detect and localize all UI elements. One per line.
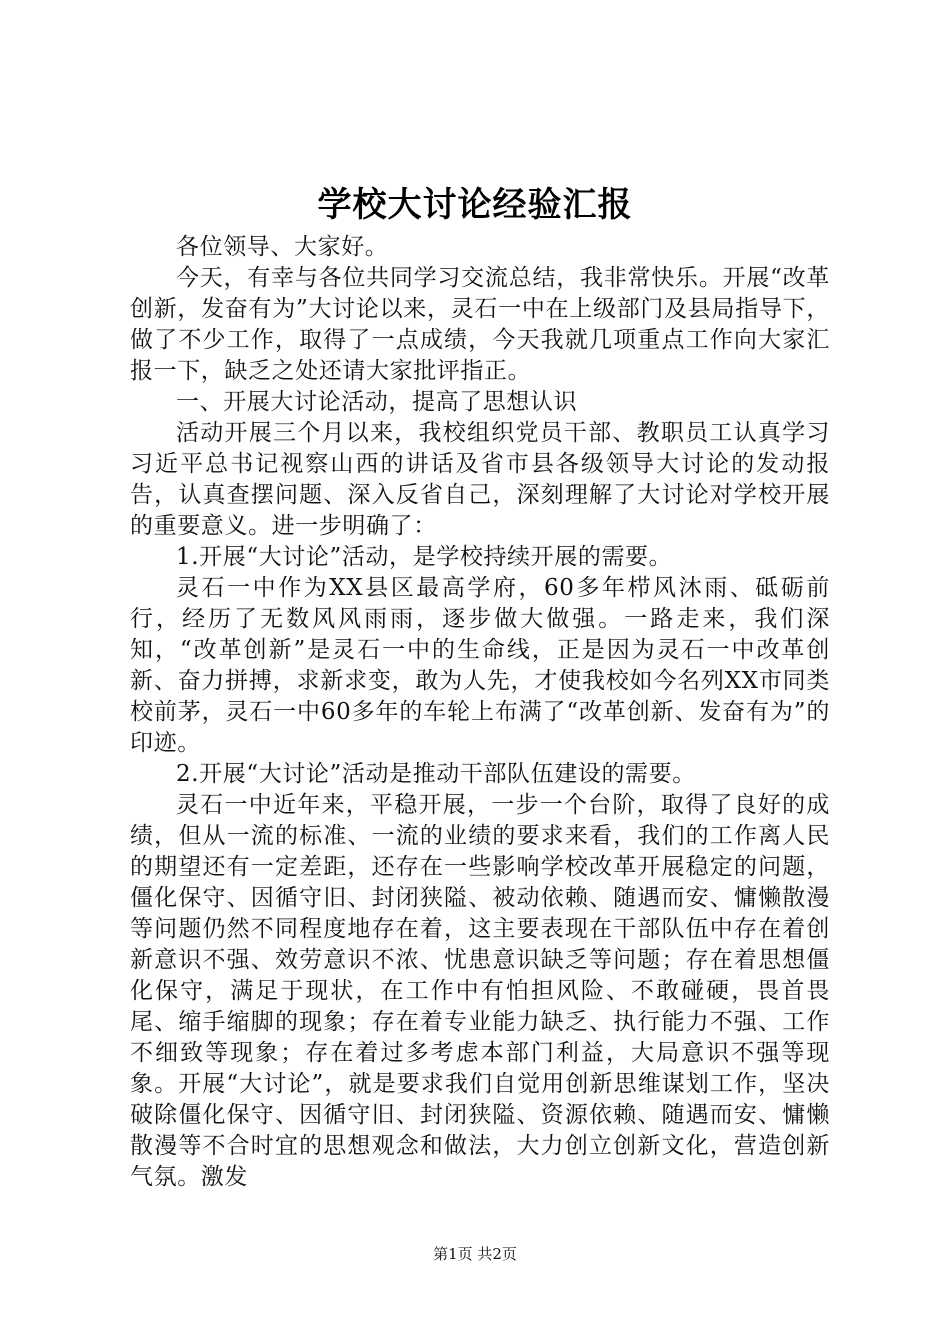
paragraph-intro: 今天，有幸与各位共同学习交流总结，我非常快乐。开展“改革创新，发奋有为”大讨论以来，灵石一中在上级部门及县局指导下，做了不少工作，取得了一点成绩，今天我就几项重点工作向大家汇报一下，缺乏之处还请大家批评指正。 [130,265,830,384]
paragraph-activity: 活动开展三个月以来，我校组织党员干部、教职员工认真学习习近平总书记视察山西的讲话及省市县各级领导大讨论的发动报告，认真查摆问题、深入反省自己，深刻理解了大讨论对学校开展的重要意义。进一步明确了： [130,420,830,539]
subheading-1: 1.开展“大讨论”活动，是学校持续开展的需要。 [176,544,673,570]
page-number-footer: 第1页 共2页 [433,1245,517,1263]
paragraph-greeting: 各位领导、大家好。 [176,234,389,260]
paragraph-history: 灵石一中作为XX县区最高学府，60多年栉风沐雨、砥砺前行，经历了无数风风雨雨，逐步做大做强。一路走来，我们深知，“改革创新”是灵石一中的生命线，正是因为灵石一中改革创新、奋力拼搏，求新求变，敢为人先，才使我校如今名列XX市同类校前茅，灵石一中60多年的车轮上布满了“改革创新、发奋有为”的印迹。 [130,575,830,756]
paragraph-team-building: 灵石一中近年来，平稳开展，一步一个台阶，取得了良好的成绩，但从一流的标准、一流的业绩的要求来看，我们的工作离人民的期望还有一定差距，还存在一些影响学校改革开展稳定的问题，僵化保守、因循守旧、封闭狭隘、被动依赖、随遇而安、慵懒散漫等问题仍然不同程度地存在着，这主要表现在干部队伍中存在着创新意识不强、效劳意识不浓、忧患意识缺乏等问题；存在着思想僵化保守，满足于现状，在工作中有怕担风险、不敢碰硬，畏首畏尾、缩手缩脚的现象；存在着专业能力缺乏、执行能力不强、工作不细致等现象；存在着过多考虑本部门利益，大局意识不强等现象。开展“大讨论”，就是要求我们自觉用创新思维谋划工作，坚决破除僵化保守、因循守旧、封闭狭隘、资源依赖、随遇而安、慵懒散漫等不合时宜的思想观念和做法，大力创立创新文化，营造创新气氛。激发 [130,792,830,1190]
section-heading-1: 一、开展大讨论活动，提高了思想认识 [176,389,578,415]
subheading-2: 2.开展“大讨论”活动是推动干部队伍建设的需要。 [176,761,696,787]
document-body [130,232,830,1193]
document-title: 学校大讨论经验汇报 [317,185,633,225]
